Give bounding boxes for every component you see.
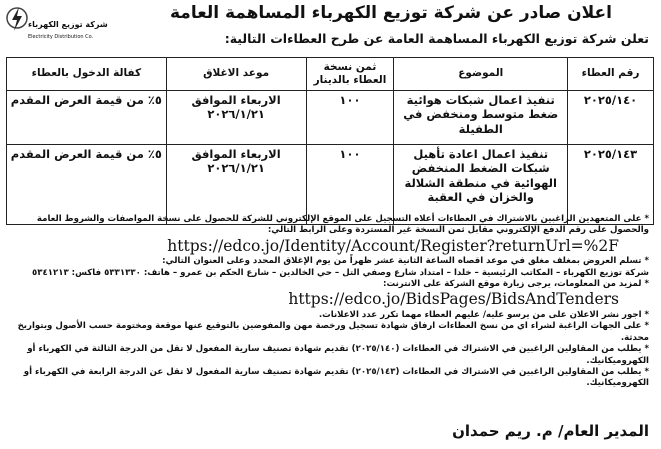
cell-guarantee: ٥٪ من قيمة العرض المقدم: [7, 145, 167, 225]
note-classification-140: * يطلب من المقاولين الراغبين في الاشتراك في العطاءات (٢٠٢٥/١٤٠) تقديم شهادة تصنيف سارية المفعول لا تقل من الدرجة الثالثة في الكهرباء أو الكهروميكانيك.: [27, 344, 649, 366]
logo-name-ar: شركة توزيع الكهرباء: [28, 20, 108, 29]
announcement-title: اعلان صادر عن شركة توزيع الكهرباء المساهمة العامة: [170, 3, 612, 23]
note-ad-fees: * اجور نشر الاعلان على من يرسو عليه/ عليهم العطاء مهما تكرر عدد الاعلانات.: [318, 309, 649, 320]
header-subject: الموضوع: [394, 58, 568, 91]
header-tender-number: رقم العطاء: [568, 58, 654, 91]
logo-name-en: Electricity Distribution Co.: [28, 34, 94, 40]
cell-price: ١٠٠: [306, 145, 394, 225]
cell-closing-date: الاربعاء الموافق ٢٠٢٦/١/٢١: [166, 91, 306, 145]
cell-subject: تنفيذ اعمال اعادة تأهيل شبكات الضغط المنخفض الهوائية في منطقة الشلالة والخزان في العقبة: [394, 145, 568, 225]
tenders-table: [6, 57, 654, 225]
cell-tender-number: ٢٠٢٥/١٤٣: [568, 145, 654, 225]
registration-link[interactable]: https://edco.jo/Identity/Account/Register?returnUrl=%2F: [167, 236, 619, 255]
table-header-row: [7, 58, 654, 91]
lightning-bolt-icon: [6, 4, 28, 34]
table-row: [7, 91, 654, 145]
tenders-link[interactable]: https://edco.jo/BidsPages/BidsAndTenders: [288, 290, 619, 309]
table-row: [7, 145, 654, 225]
cell-subject: تنفيذ اعمال شبكات هوائية ضغط متوسط ومنخفض في الطفيلة: [394, 91, 568, 145]
note-documents: * على الجهات الراغبة لشراء اي من نسخ العطاءات ارفاق شهادة تسجيل ورخصة مهن والمفوضين بالتوقيع عنها موقعة ومختومة حسب الأصول وبتواريخ محدثة.: [17, 321, 649, 343]
notes-section: [5, 214, 649, 390]
company-logo: [6, 4, 108, 48]
header-guarantee: كفالة الدخول بالعطاء: [7, 58, 167, 91]
note-submission: * تسلم العروض بمغلف مغلق في موعد اقصاه الساعة الثانية عشر ظهراً من يوم الإغلاق المحدد وعلى العنوان التالي: شركة توزيع الكهرباء – المكاتب الرئيسية – خلدا – امتداد شارع وصفي التل – حي الخالدين – شارع الحكم بن عمرو – هاتف: ٥٣٣١٣٣٠ فاكس: ٥٣٤١٢١٣: [31, 256, 649, 278]
note-registration: * على المتعهدين الراغبين بالاشتراك في العطاءات أعلاه التسجيل على الموقع الإلكتروني للشركة للحصول على نسخة المواصفات والشروط العامة والحصول على رقم الدفع الإلكتروني مقابل ثمن النسخة غير المستردة وعلى الرابط التالي:: [36, 214, 649, 236]
note-more-info: * لمزيد من المعلومات، يرجى زيارة موقع الشركة على الانترنت:: [383, 279, 649, 290]
header-price: ثمن نسخة العطاء بالدينار: [306, 58, 394, 91]
cell-closing-date: الاربعاء الموافق ٢٠٢٦/١/٢١: [166, 145, 306, 225]
cell-price: ١٠٠: [306, 91, 394, 145]
cell-guarantee: ٥٪ من قيمة العرض المقدم: [7, 91, 167, 145]
announcement-subtitle: تعلن شركة توزيع الكهرباء المساهمة العامة عن طرح العطاءات التالية:: [224, 31, 649, 46]
cell-tender-number: ٢٠٢٥/١٤٠: [568, 91, 654, 145]
general-manager-signature: المدير العام/ م. ريم حمدان: [452, 422, 649, 440]
header-closing-date: موعد الاغلاق: [166, 58, 306, 91]
note-classification-143: * يطلب من المقاولين الراغبين في الاشتراك في العطاءات (٢٠٢٥/١٤٣) تقديم شهادة تصنيف سارية المفعول لا تقل عن الدرجة الرابعة في الكهرباء أو الكهروميكانيك.: [23, 366, 649, 389]
